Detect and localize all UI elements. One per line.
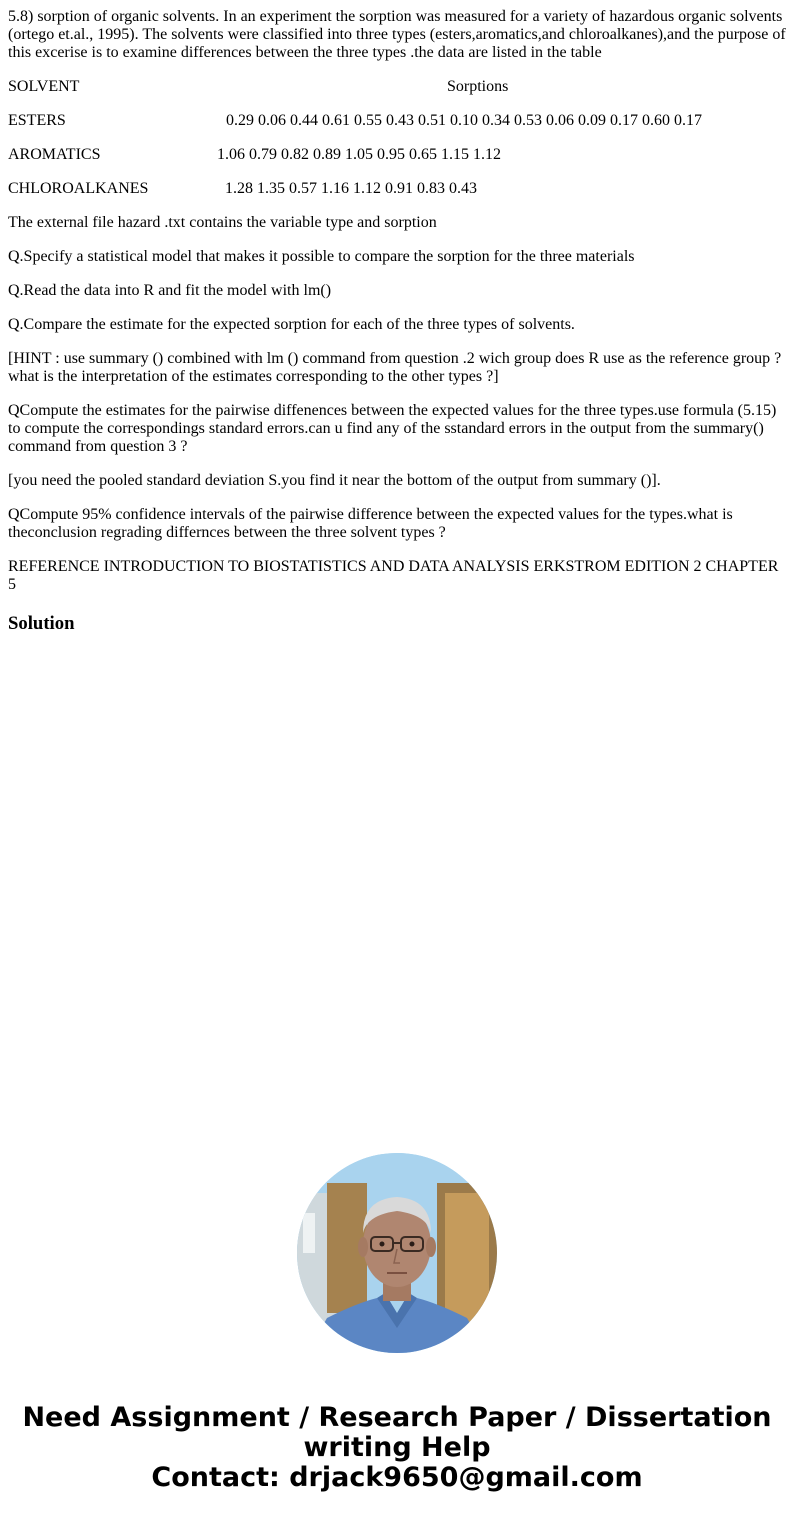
solution-heading: Solution: [8, 613, 75, 634]
hint-text: [HINT : use summary () combined with lm () command from question .2 wich group does R use as the reference group ? what is the interpretation of the estimates corresponding to the other types ?]: [8, 350, 782, 385]
question-3: Q.Compare the estimate for the expected sorption for each of the three types of solvents.: [8, 316, 575, 333]
row-values: 1.28 1.35 0.57 1.16 1.12 0.91 0.83 0.43: [225, 180, 477, 197]
promo-line-2: writing Help: [303, 1432, 491, 1463]
reference-text: REFERENCE INTRODUCTION TO BIOSTATISTICS AND DATA ANALYSIS ERKSTROM EDITION 2 CHAPTER 5: [8, 558, 779, 593]
row-label: AROMATICS: [8, 146, 101, 163]
question-2: Q.Read the data into R and fit the model with lm(): [8, 282, 332, 299]
promo-contact: Contact: drjack9650@gmail.com: [151, 1462, 643, 1493]
question-intro: 5.8) sorption of organic solvents. In an experiment the sorption was measured for a variety of hazardous organic solvents (ortego et.al., 1995). The solvents were classified into three types (esters,aromatics,and chloroalkanes),and the purpose of this excerise is to examine differences between the three types .the data are listed in the table: [8, 8, 786, 61]
avatar: [297, 1153, 497, 1353]
table-row-esters: [8, 112, 790, 130]
question-body: [8, 0, 790, 610]
header-solvent: SOLVENT: [8, 78, 80, 95]
promo-line-1: Need Assignment / Research Paper / Dissertation: [22, 1402, 772, 1433]
row-label: CHLOROALKANES: [8, 180, 149, 197]
table-row-aromatics: [8, 146, 790, 164]
row-label: ESTERS: [8, 112, 66, 129]
question-5: QCompute 95% confidence intervals of the pairwise difference between the expected values for the types.what is theconclusion regrading differnces between the three solvent types ?: [8, 506, 733, 541]
question-1: Q.Specify a statistical model that makes it possible to compare the sorption for the three materials: [8, 248, 635, 265]
file-note: The external file hazard .txt contains the variable type and sorption: [8, 214, 437, 231]
table-row-chloroalkanes: [8, 180, 790, 198]
person-portrait-icon: [297, 1153, 497, 1353]
row-values: 0.29 0.06 0.44 0.61 0.55 0.43 0.51 0.10 0.34 0.53 0.06 0.09 0.17 0.60 0.17: [226, 112, 702, 129]
note-text: [you need the pooled standard deviation S.you find it near the bottom of the output from summary ()].: [8, 472, 661, 489]
row-values: 1.06 0.79 0.82 0.89 1.05 0.95 0.65 1.15 1.12: [217, 146, 501, 163]
table-header-row: [8, 78, 790, 96]
promo-banner: [0, 1403, 794, 1493]
question-4: QCompute the estimates for the pairwise diffenences between the expected values for the three types.use formula (5.15) to compute the correspondings standard errors.can u find any of the sstandard errors in the output from the summary() command from question 3 ?: [8, 402, 777, 455]
header-sorptions: Sorptions: [447, 78, 509, 95]
